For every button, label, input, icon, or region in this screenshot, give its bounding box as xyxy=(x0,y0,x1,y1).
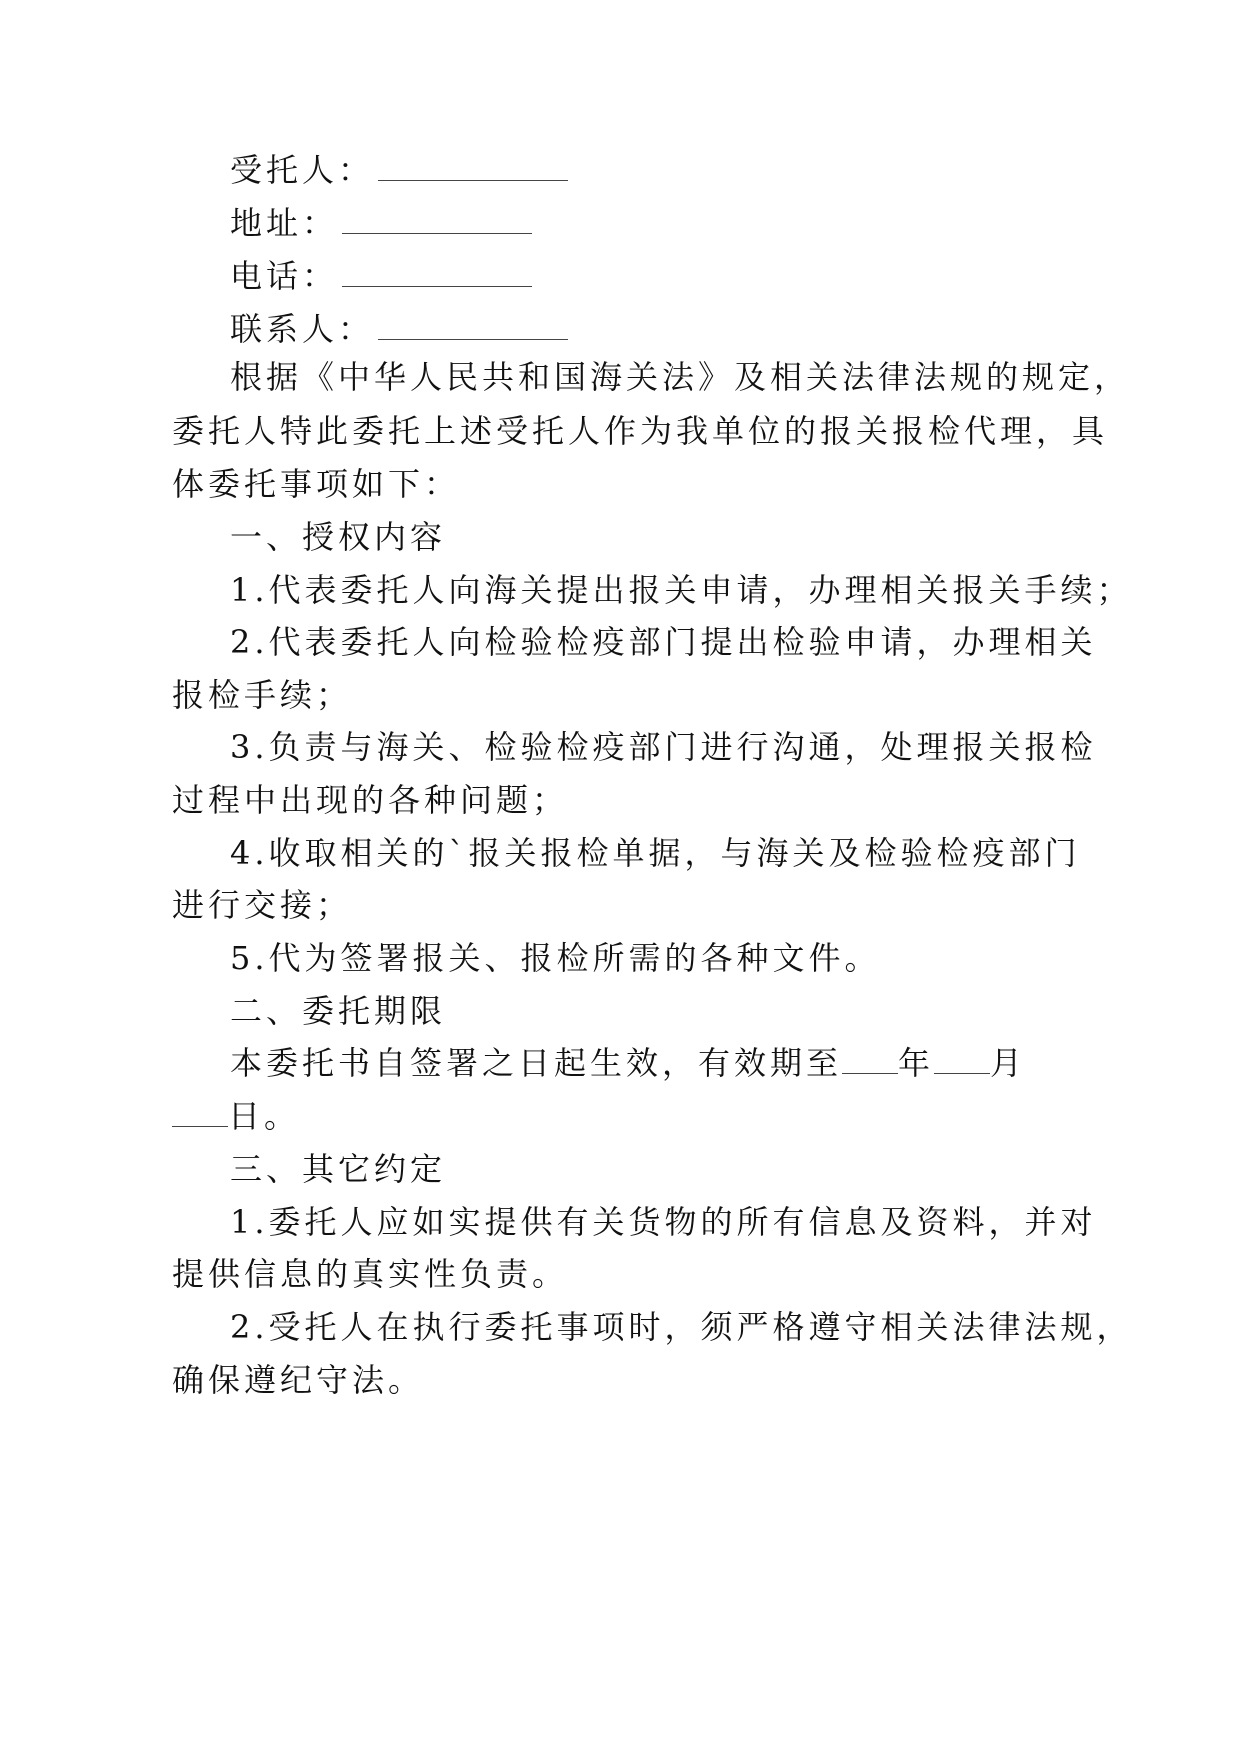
field-label: 地址： xyxy=(230,204,339,242)
field-label: 电话： xyxy=(230,257,339,295)
field-label: 联系人： xyxy=(230,310,375,348)
year-label: 年 xyxy=(898,1044,935,1082)
authorization-item-2: 2.代表委托人向检验检疫部门提出检验申请，办理相关 xyxy=(230,623,1097,661)
other-item-2: 2.受托人在执行委托事项时，须严格遵守相关法律法规， xyxy=(230,1308,1133,1346)
authorization-item-4: 4.收取相关的`报关报检单据，与海关及检验检疫部门 xyxy=(230,834,1081,872)
field-label: 受托人： xyxy=(230,151,375,189)
section-title-other: 三、其它约定 xyxy=(230,1150,447,1188)
other-item-1-cont: 提供信息的真实性负责。 xyxy=(172,1255,569,1293)
intro-line-2: 委托人特此委托上述受托人作为我单位的报关报检代理，具 xyxy=(172,412,1109,450)
term-text: 本委托书自签署之日起生效，有效期至 xyxy=(230,1044,843,1082)
intro-line-3: 体委托事项如下： xyxy=(172,465,461,503)
field-trustee xyxy=(230,150,568,190)
authorization-item-4-cont: 进行交接； xyxy=(172,886,353,924)
month-label: 月 xyxy=(990,1044,1027,1082)
term-line-2 xyxy=(172,1096,300,1136)
field-address xyxy=(230,203,532,243)
day-blank[interactable] xyxy=(172,1098,228,1127)
authorization-item-3: 3.负责与海关、检验检疫部门进行沟通，处理报关报检 xyxy=(230,728,1097,766)
authorization-item-5: 5.代为签署报关、报检所需的各种文件。 xyxy=(230,939,881,977)
authorization-item-2-cont: 报检手续； xyxy=(172,676,353,714)
intro-line-1: 根据《中华人民共和国海关法》及相关法律法规的规定， xyxy=(230,358,1131,396)
field-contact xyxy=(230,309,568,349)
field-phone xyxy=(230,256,532,296)
section-title-term: 二、委托期限 xyxy=(230,992,447,1030)
day-label: 日。 xyxy=(228,1097,301,1135)
blank-line[interactable] xyxy=(342,205,532,234)
blank-line[interactable] xyxy=(342,258,532,287)
month-blank[interactable] xyxy=(934,1045,990,1074)
section-title-authorization: 一、授权内容 xyxy=(230,518,447,556)
other-item-2-cont: 确保遵纪守法。 xyxy=(172,1361,425,1399)
authorization-item-1: 1.代表委托人向海关提出报关申请，办理相关报关手续； xyxy=(230,571,1133,609)
blank-line[interactable] xyxy=(378,152,568,181)
authorization-item-3-cont: 过程中出现的各种问题； xyxy=(172,781,569,819)
term-line-1 xyxy=(230,1043,1026,1083)
year-blank[interactable] xyxy=(842,1045,898,1074)
other-item-1: 1.委托人应如实提供有关货物的所有信息及资料，并对 xyxy=(230,1203,1097,1241)
blank-line[interactable] xyxy=(378,311,568,340)
